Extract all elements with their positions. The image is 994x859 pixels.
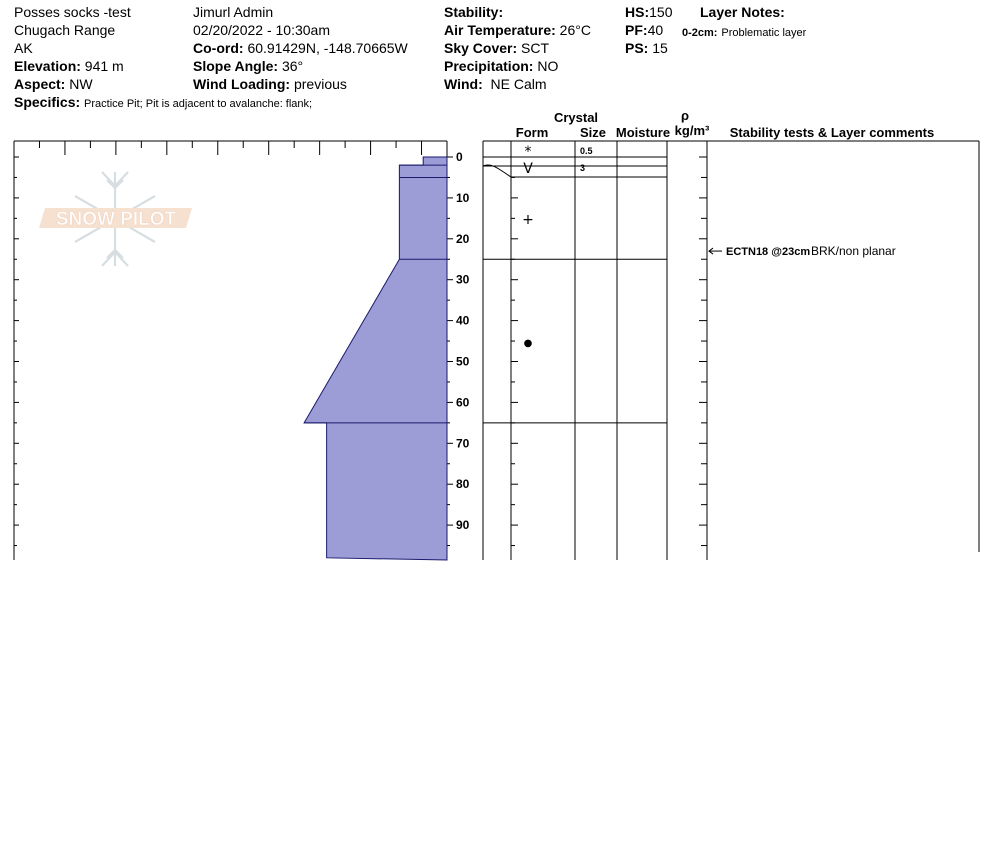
slope-value: 36° [281, 58, 304, 74]
crystal-form-symbol: ● [523, 338, 533, 349]
crystal-size-value: 0.5 [580, 146, 593, 156]
snowpilot-logo [39, 172, 192, 266]
crystal-size-value: 3 [580, 163, 586, 173]
crystal-form-symbol: * [524, 144, 532, 160]
test-comment: BRK/non planar [811, 244, 896, 259]
layer-table [483, 141, 979, 560]
ps-label: PS: [625, 40, 649, 56]
layer-cells [522, 144, 592, 349]
air-temp-value: 26°C [559, 22, 591, 38]
coord-label: Co-ord: [193, 40, 244, 56]
crystal-form-symbol: + [522, 212, 534, 228]
hs-value: 150 [649, 4, 673, 20]
stability-test-result [709, 244, 896, 258]
depth-tick-labels [456, 150, 470, 532]
depth-tick-label: 90 [456, 518, 470, 533]
precip-value: NO [537, 58, 559, 74]
aspect-label: Aspect: [14, 76, 66, 92]
specifics-value: Practice Pit; Pit is adjacent to avalanche: flank; [84, 98, 313, 110]
wind-value: NE Calm [490, 76, 547, 92]
pf-value: 40 [647, 22, 664, 38]
depth-tick-label: 60 [456, 395, 470, 410]
coord-value: 60.91429N, -148.70665W [247, 40, 408, 56]
table-depth-ticks [511, 157, 707, 546]
sky-value: SCT [521, 40, 550, 56]
air-temp-label: Air Temperature: [444, 22, 556, 38]
depth-tick-label: 0 [456, 150, 463, 164]
crystal-form-symbol: V [523, 161, 533, 177]
aspect-value: NW [69, 76, 93, 92]
specifics-label: Specifics: [14, 94, 81, 110]
slope-label: Slope Angle: [193, 58, 279, 74]
layer-note-range: 0-2cm: [682, 27, 718, 39]
elevation-label: Elevation: [14, 58, 81, 74]
depth-tick-label: 80 [456, 477, 470, 492]
site-name: Posses socks -test [14, 4, 131, 20]
depth-tick-label: 40 [456, 313, 470, 328]
wind-label: Wind: [444, 76, 483, 92]
crystal-header: Crystal [553, 110, 599, 125]
depth-tick-label: 70 [456, 436, 470, 451]
depth-tick-label: 30 [456, 272, 470, 287]
wind-loading-label: Wind Loading: [193, 76, 291, 92]
layer-notes-label: Layer Notes: [700, 4, 785, 20]
stability-comments-header: Stability tests & Layer comments [729, 125, 935, 140]
depth-tick-label: 20 [456, 231, 470, 246]
depth-tick-label: 10 [456, 190, 470, 205]
test-code: ECTN18 @23cm [726, 246, 811, 259]
layer-note-text: Problematic layer [721, 27, 807, 39]
pf-label: PF: [625, 22, 648, 38]
rho-header: ρ [680, 108, 690, 123]
obs-datetime: 02/20/2022 - 10:30am [193, 22, 330, 38]
form-header: Form [515, 125, 549, 140]
logo-text: SNOW PILOT [55, 209, 177, 230]
stability-label: Stability: [444, 4, 504, 20]
hardness-area [304, 157, 447, 560]
layer-connector [483, 165, 511, 177]
range-name: Chugach Range [14, 22, 116, 38]
size-header: Size [579, 125, 607, 140]
ps-value: 15 [652, 40, 668, 56]
state-name: AK [14, 40, 33, 56]
hs-label: HS: [625, 4, 650, 20]
sky-label: Sky Cover: [444, 40, 518, 56]
hardness-profile [304, 157, 447, 560]
moisture-header: Moisture [615, 125, 671, 140]
elevation-value: 941 m [84, 58, 124, 74]
observer-name: Jimurl Admin [193, 4, 274, 20]
depth-tick-label: 50 [456, 354, 470, 369]
wind-loading-value: previous [293, 76, 347, 92]
density-unit-header: kg/m³ [674, 123, 710, 138]
precip-label: Precipitation: [444, 58, 534, 74]
